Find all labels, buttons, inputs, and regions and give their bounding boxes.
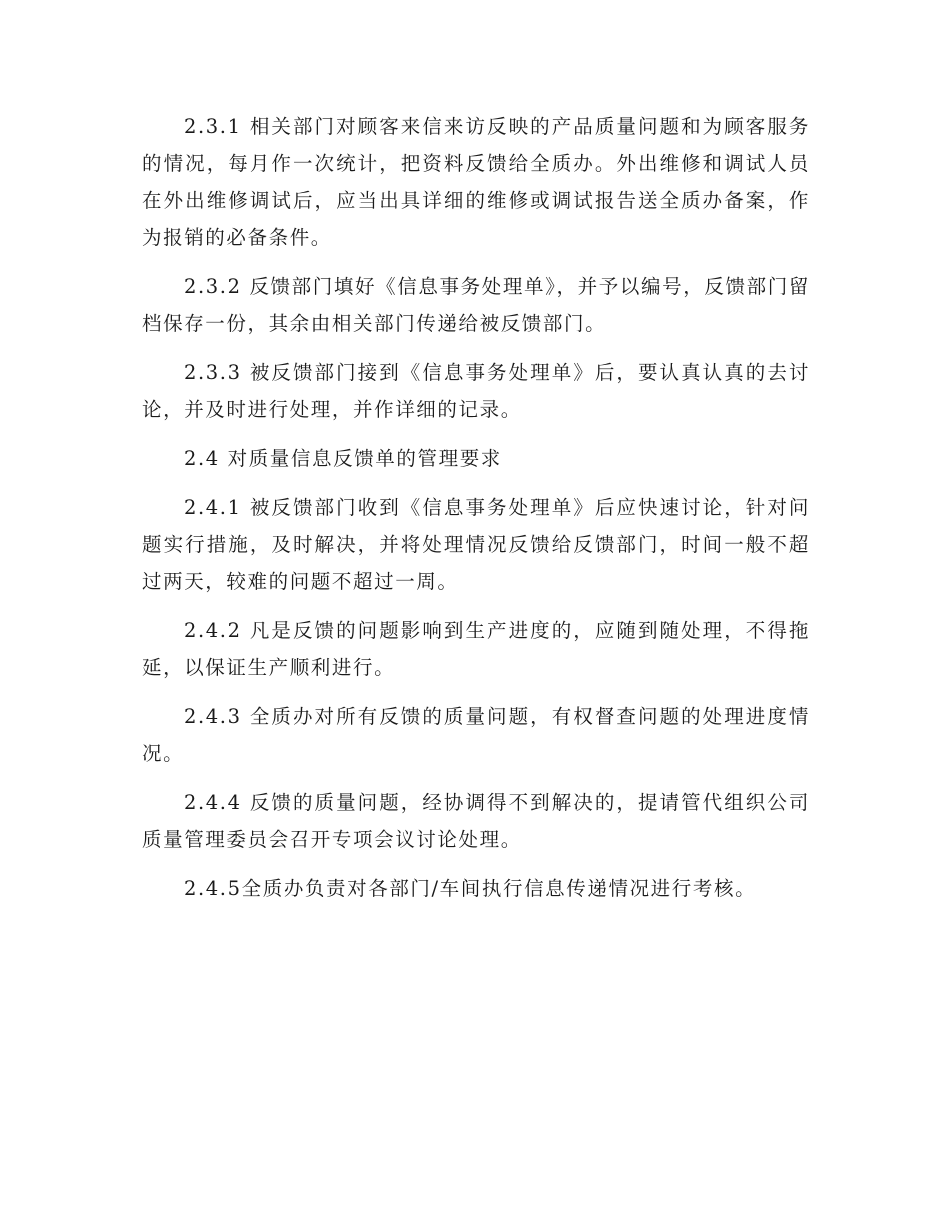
section-heading-2-4: 2.4 对质量信息反馈单的管理要求: [184, 447, 502, 470]
paragraph-2-4-5: 2.4.5全质办负责对各部门/车间执行信息传递情况进行考核。: [184, 877, 757, 900]
paragraph-2-4-4: 2.4.4 反馈的质量问题，经协调得不到解决的，提请管代组织公司质量管理委员会召开专项会议讨论处理。: [142, 791, 810, 851]
paragraph-2-4-1: 2.4.1 被反馈部门收到《信息事务处理单》后应快速讨论，针对问题实行措施，及时解决，并将处理情况反馈给反馈部门，时间一般不超过两天，较难的问题不超过一周。: [142, 496, 810, 593]
paragraph-2-3-2: 2.3.2 反馈部门填好《信息事务处理单》，并予以编号，反馈部门留档保存一份，其余由相关部门传递给被反馈部门。: [142, 275, 810, 335]
paragraph-2-3-1: 2.3.1 相关部门对顾客来信来访反映的产品质量问题和为顾客服务的情况，每月作一次统计，把资料反馈给全质办。外出维修和调试人员在外出维修调试后，应当出具详细的维修或调试报告送全质办备案，作为报销的必备条件。: [142, 115, 810, 249]
paragraph-2-4-2: 2.4.2 凡是反馈的问题影响到生产进度的，应随到随处理，不得拖延，以保证生产顺利进行。: [142, 619, 810, 679]
document-body: [142, 108, 810, 919]
paragraph-2-3-3: 2.3.3 被反馈部门接到《信息事务处理单》后，要认真认真的去讨论，并及时进行处理，并作详细的记录。: [142, 361, 810, 421]
paragraph-2-4-3: 2.4.3 全质办对所有反馈的质量问题，有权督查问题的处理进度情况。: [142, 705, 810, 765]
